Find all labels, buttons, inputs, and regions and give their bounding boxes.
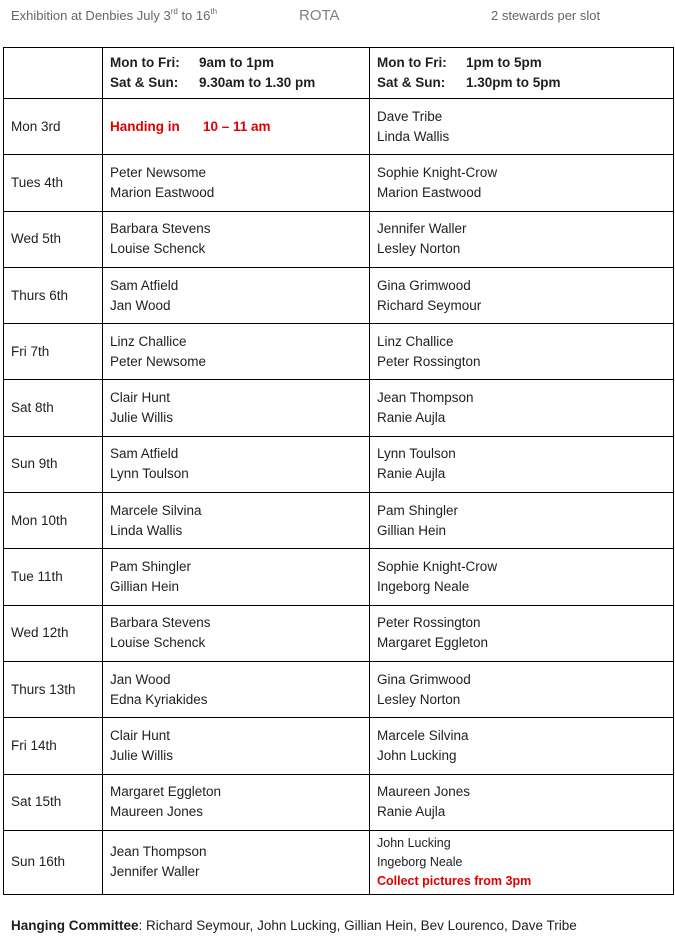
morning-stewards-cell	[103, 267, 370, 323]
steward-name: Jan Wood	[110, 671, 171, 687]
steward-name: Lynn Toulson	[110, 466, 189, 482]
day-cell: Sat 8th	[4, 380, 103, 436]
day-cell: Sat 15th	[4, 774, 103, 830]
table-row	[4, 774, 674, 830]
steward-name: Ingeborg Neale	[377, 579, 470, 595]
morning-stewards-cell	[103, 718, 370, 774]
steward-name: Dave Tribe	[377, 108, 443, 124]
morning-stewards-cell	[103, 830, 370, 894]
steward-name: Jennifer Waller	[110, 864, 200, 880]
day-cell: Sun 16th	[4, 830, 103, 894]
steward-name: Sam Atfield	[110, 277, 179, 293]
exhibition-title: Exhibition at Denbies July 3rd to 16th	[11, 7, 218, 23]
steward-name: Lesley Norton	[377, 691, 461, 707]
steward-name: Maureen Jones	[377, 784, 471, 800]
handing-in-note: Handing in 10 – 11 am	[110, 118, 271, 134]
steward-name: Ranie Aujla	[377, 466, 446, 482]
steward-name: Peter Rossington	[377, 615, 481, 631]
rota-header-row	[4, 48, 674, 99]
steward-name: Marcele Silvina	[377, 727, 469, 743]
steward-name: Barbara Stevens	[110, 221, 211, 237]
morning-stewards-cell	[103, 661, 370, 717]
table-row	[4, 830, 674, 894]
table-row	[4, 380, 674, 436]
morning-stewards-cell	[103, 99, 370, 155]
afternoon-stewards-cell	[370, 605, 674, 661]
steward-name: Marion Eastwood	[377, 184, 482, 200]
day-cell: Tues 4th	[4, 155, 103, 211]
afternoon-stewards-cell	[370, 830, 674, 894]
afternoon-stewards-cell	[370, 661, 674, 717]
steward-name: Gina Grimwood	[377, 277, 471, 293]
afternoon-stewards-cell	[370, 436, 674, 492]
steward-name: John Lucking	[377, 835, 451, 850]
morning-stewards-cell	[103, 211, 370, 267]
steward-name: Julie Willis	[110, 747, 174, 763]
afternoon-stewards-cell	[370, 155, 674, 211]
day-cell: Sun 9th	[4, 436, 103, 492]
steward-name: Linda Wallis	[110, 522, 183, 538]
table-row	[4, 661, 674, 717]
steward-name: Linz Challice	[377, 333, 454, 349]
afternoon-stewards-cell	[370, 718, 674, 774]
morning-slot-header: Mon to Fri: 9am to 1pm Sat & Sun: 9.30am to 1.30 pm	[103, 48, 370, 99]
table-row	[4, 549, 674, 605]
morning-stewards-cell	[103, 774, 370, 830]
day-cell: Mon 10th	[4, 493, 103, 549]
corner-cell	[4, 48, 103, 99]
steward-name: Jennifer Waller	[377, 221, 467, 237]
table-row	[4, 267, 674, 323]
morning-stewards-cell	[103, 380, 370, 436]
steward-name: Maureen Jones	[110, 804, 204, 820]
day-cell: Thurs 6th	[4, 267, 103, 323]
steward-name: Edna Kyriakides	[110, 691, 208, 707]
steward-name: Margaret Eggleton	[110, 784, 222, 800]
afternoon-stewards-cell	[370, 211, 674, 267]
steward-name: Peter Newsome	[110, 164, 207, 180]
steward-name: Lynn Toulson	[377, 446, 456, 462]
steward-name: Sophie Knight-Crow	[377, 559, 498, 575]
steward-name: Louise Schenck	[110, 635, 206, 651]
steward-name: Peter Rossington	[377, 353, 481, 369]
steward-name: Clair Hunt	[110, 727, 171, 743]
steward-name: Ranie Aujla	[377, 410, 446, 426]
table-row	[4, 436, 674, 492]
day-cell: Tue 11th	[4, 549, 103, 605]
steward-name: Richard Seymour	[377, 297, 482, 313]
afternoon-stewards-cell	[370, 324, 674, 380]
rota-table	[3, 47, 674, 895]
morning-stewards-cell	[103, 493, 370, 549]
afternoon-stewards-cell	[370, 380, 674, 436]
steward-name: Lesley Norton	[377, 241, 461, 257]
hanging-committee: Hanging Committee: Richard Seymour, John Lucking, Gillian Hein, Bev Lourenco, Dave Tribe	[11, 918, 577, 933]
table-row	[4, 211, 674, 267]
steward-name: Peter Newsome	[110, 353, 207, 369]
afternoon-stewards-cell	[370, 774, 674, 830]
steward-name: Gina Grimwood	[377, 671, 471, 687]
table-row	[4, 605, 674, 661]
table-row	[4, 99, 674, 155]
day-cell: Mon 3rd	[4, 99, 103, 155]
steward-name: Julie Willis	[110, 410, 174, 426]
table-row	[4, 718, 674, 774]
steward-name: Marcele Silvina	[110, 502, 202, 518]
morning-stewards-cell	[103, 155, 370, 211]
steward-name: Gillian Hein	[377, 522, 447, 538]
collect-pictures-note: Collect pictures from 3pm	[377, 873, 532, 888]
afternoon-stewards-cell	[370, 493, 674, 549]
steward-name: Pam Shingler	[110, 559, 192, 575]
steward-name: Linz Challice	[110, 333, 187, 349]
steward-name: Pam Shingler	[377, 502, 459, 518]
steward-name: Ingeborg Neale	[377, 854, 463, 869]
table-row	[4, 155, 674, 211]
stewards-note: 2 stewards per slot	[491, 8, 601, 23]
steward-name: Louise Schenck	[110, 241, 206, 257]
morning-stewards-cell	[103, 549, 370, 605]
day-cell: Wed 5th	[4, 211, 103, 267]
morning-stewards-cell	[103, 436, 370, 492]
afternoon-stewards-cell	[370, 267, 674, 323]
day-cell: Thurs 13th	[4, 661, 103, 717]
day-cell: Wed 12th	[4, 605, 103, 661]
steward-name: Margaret Eggleton	[377, 635, 489, 651]
morning-stewards-cell	[103, 324, 370, 380]
steward-name: Ranie Aujla	[377, 804, 446, 820]
steward-name: Gillian Hein	[110, 579, 180, 595]
steward-name: Jean Thompson	[377, 390, 474, 406]
steward-name: Barbara Stevens	[110, 615, 211, 631]
rota-title: ROTA	[299, 7, 340, 24]
steward-name: Marion Eastwood	[110, 184, 215, 200]
steward-name: Clair Hunt	[110, 390, 171, 406]
steward-name: Linda Wallis	[377, 128, 450, 144]
day-cell: Fri 14th	[4, 718, 103, 774]
table-row	[4, 493, 674, 549]
table-row	[4, 324, 674, 380]
steward-name: John Lucking	[377, 747, 457, 763]
day-cell: Fri 7th	[4, 324, 103, 380]
morning-stewards-cell	[103, 605, 370, 661]
steward-name: Sophie Knight-Crow	[377, 164, 498, 180]
steward-name: Jan Wood	[110, 297, 171, 313]
afternoon-stewards-cell	[370, 99, 674, 155]
afternoon-slot-header: Mon to Fri: 1pm to 5pm Sat & Sun: 1.30pm to 5pm	[370, 48, 674, 99]
steward-name: Jean Thompson	[110, 844, 207, 860]
afternoon-stewards-cell	[370, 549, 674, 605]
steward-name: Sam Atfield	[110, 446, 179, 462]
